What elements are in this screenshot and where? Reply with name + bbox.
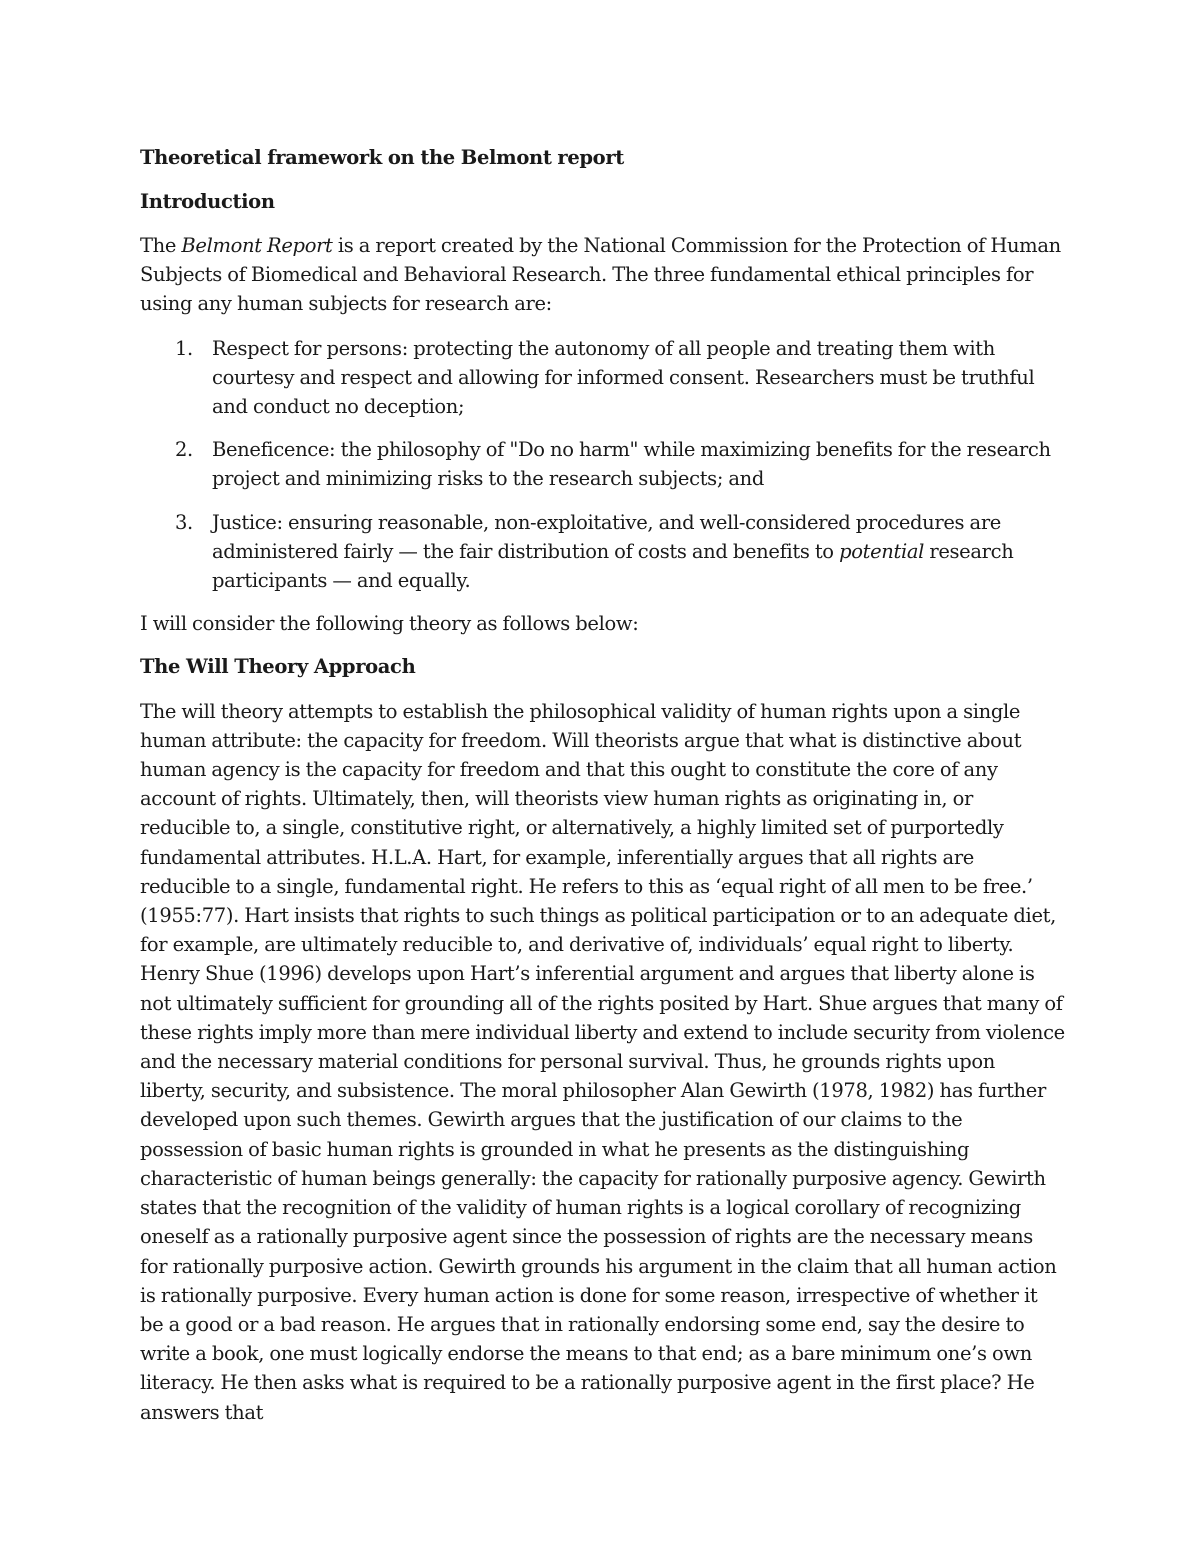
list-item (140, 435, 1065, 493)
belmont-report-italic: Belmont Report (181, 234, 333, 257)
justice-text-pre: Justice: ensuring reasonable, non-exploitative, and well-considered procedures are administered fairly — the fair distribution of costs and benefits to (212, 510, 1001, 563)
principles-list (140, 334, 1065, 596)
intro-text-post: is a report created by the National Commission for the Protection of Human Subjects of Biomedical and Behavioral Research. The three fundamental ethical principles for using any human subjects for research are: (140, 234, 1061, 316)
list-item-number: 2. (175, 438, 193, 462)
list-item-text (212, 511, 1013, 592)
consider-sentence: I will consider the following theory as follows below: (140, 612, 639, 636)
introduction-paragraph (140, 231, 1065, 319)
list-item (140, 508, 1065, 596)
will-theory-heading: The Will Theory Approach (140, 655, 416, 679)
list-item-number: 3. (175, 510, 193, 534)
justice-text-post: research participants — and equally. (212, 539, 1014, 593)
document-page (140, 143, 1065, 1427)
list-item-number: 1. (175, 336, 193, 360)
potential-italic: potential (839, 539, 925, 563)
introduction-heading: Introduction (140, 190, 275, 213)
will-theory-paragraph: The will theory attempts to establish the philosophical validity of human rights upon a single human attribute: the capacity for freedom. Will theorists argue that what is distinctive about human agency is the capacity for freedom and that this ought to constitute the core of any account of rights. Ultimately, then, will theorists view human rights as originating in, or reducible to, a single, constitutive right, or alternatively, a highly limited set of purportedly fundamental attributes. H.L.A. Hart, for example, inferentially argues that all rights are reducible to a single, fundamental right. He refers to this as ‘equal right of all men to be free.’ (1955:77). Hart insists that rights to such things as political participation or to an adequate diet, for example, are ultimately reducible to, and derivative of, individuals’ equal right to liberty. Henry Shue (1996) develops upon Hart’s inferential argument and argues that liberty alone is not ultimately sufficient for grounding all of the rights posited by Hart. Shue argues that many of these rights imply more than mere individual liberty and extend to include security from violence and the necessary material conditions for personal survival. Thus, he grounds rights upon liberty, security, and subsistence. The moral philosopher Alan Gewirth (1978, 1982) has further developed upon such themes. Gewirth argues that the justification of our claims to the possession of basic human rights is grounded in what he presents as the distinguishing characteristic of human beings generally: the capacity for rationally purposive agency. Gewirth states that the recognition of the validity of human rights is a logical corollary of recognizing oneself as a rationally purposive agent since the possession of rights are the necessary means for rationally purposive action. Gewirth grounds his argument in the claim that all human action is rationally purposive. Every human action is done for some reason, irrespective of whether it be a good or a bad reason. He argues that in rationally endorsing some end, say the desire to write a book, one must logically endorse the means to that end; as a bare minimum one’s own literacy. He then asks what is required to be a rationally purposive agent in the first place? He answers that (140, 699, 1065, 1424)
list-item-text: Respect for persons: protecting the autonomy of all people and treating them with courtesy and respect and allowing for informed consent. Researchers must be truthful and conduct no deception; (212, 336, 1035, 419)
document-title: Theoretical framework on the Belmont report (140, 146, 624, 169)
intro-text-pre: The (140, 234, 182, 257)
list-item (140, 334, 1065, 422)
list-item-text: Beneficence: the philosophy of "Do no harm" while maximizing benefits for the research project and minimizing risks to the research subjects; and (212, 438, 1051, 491)
